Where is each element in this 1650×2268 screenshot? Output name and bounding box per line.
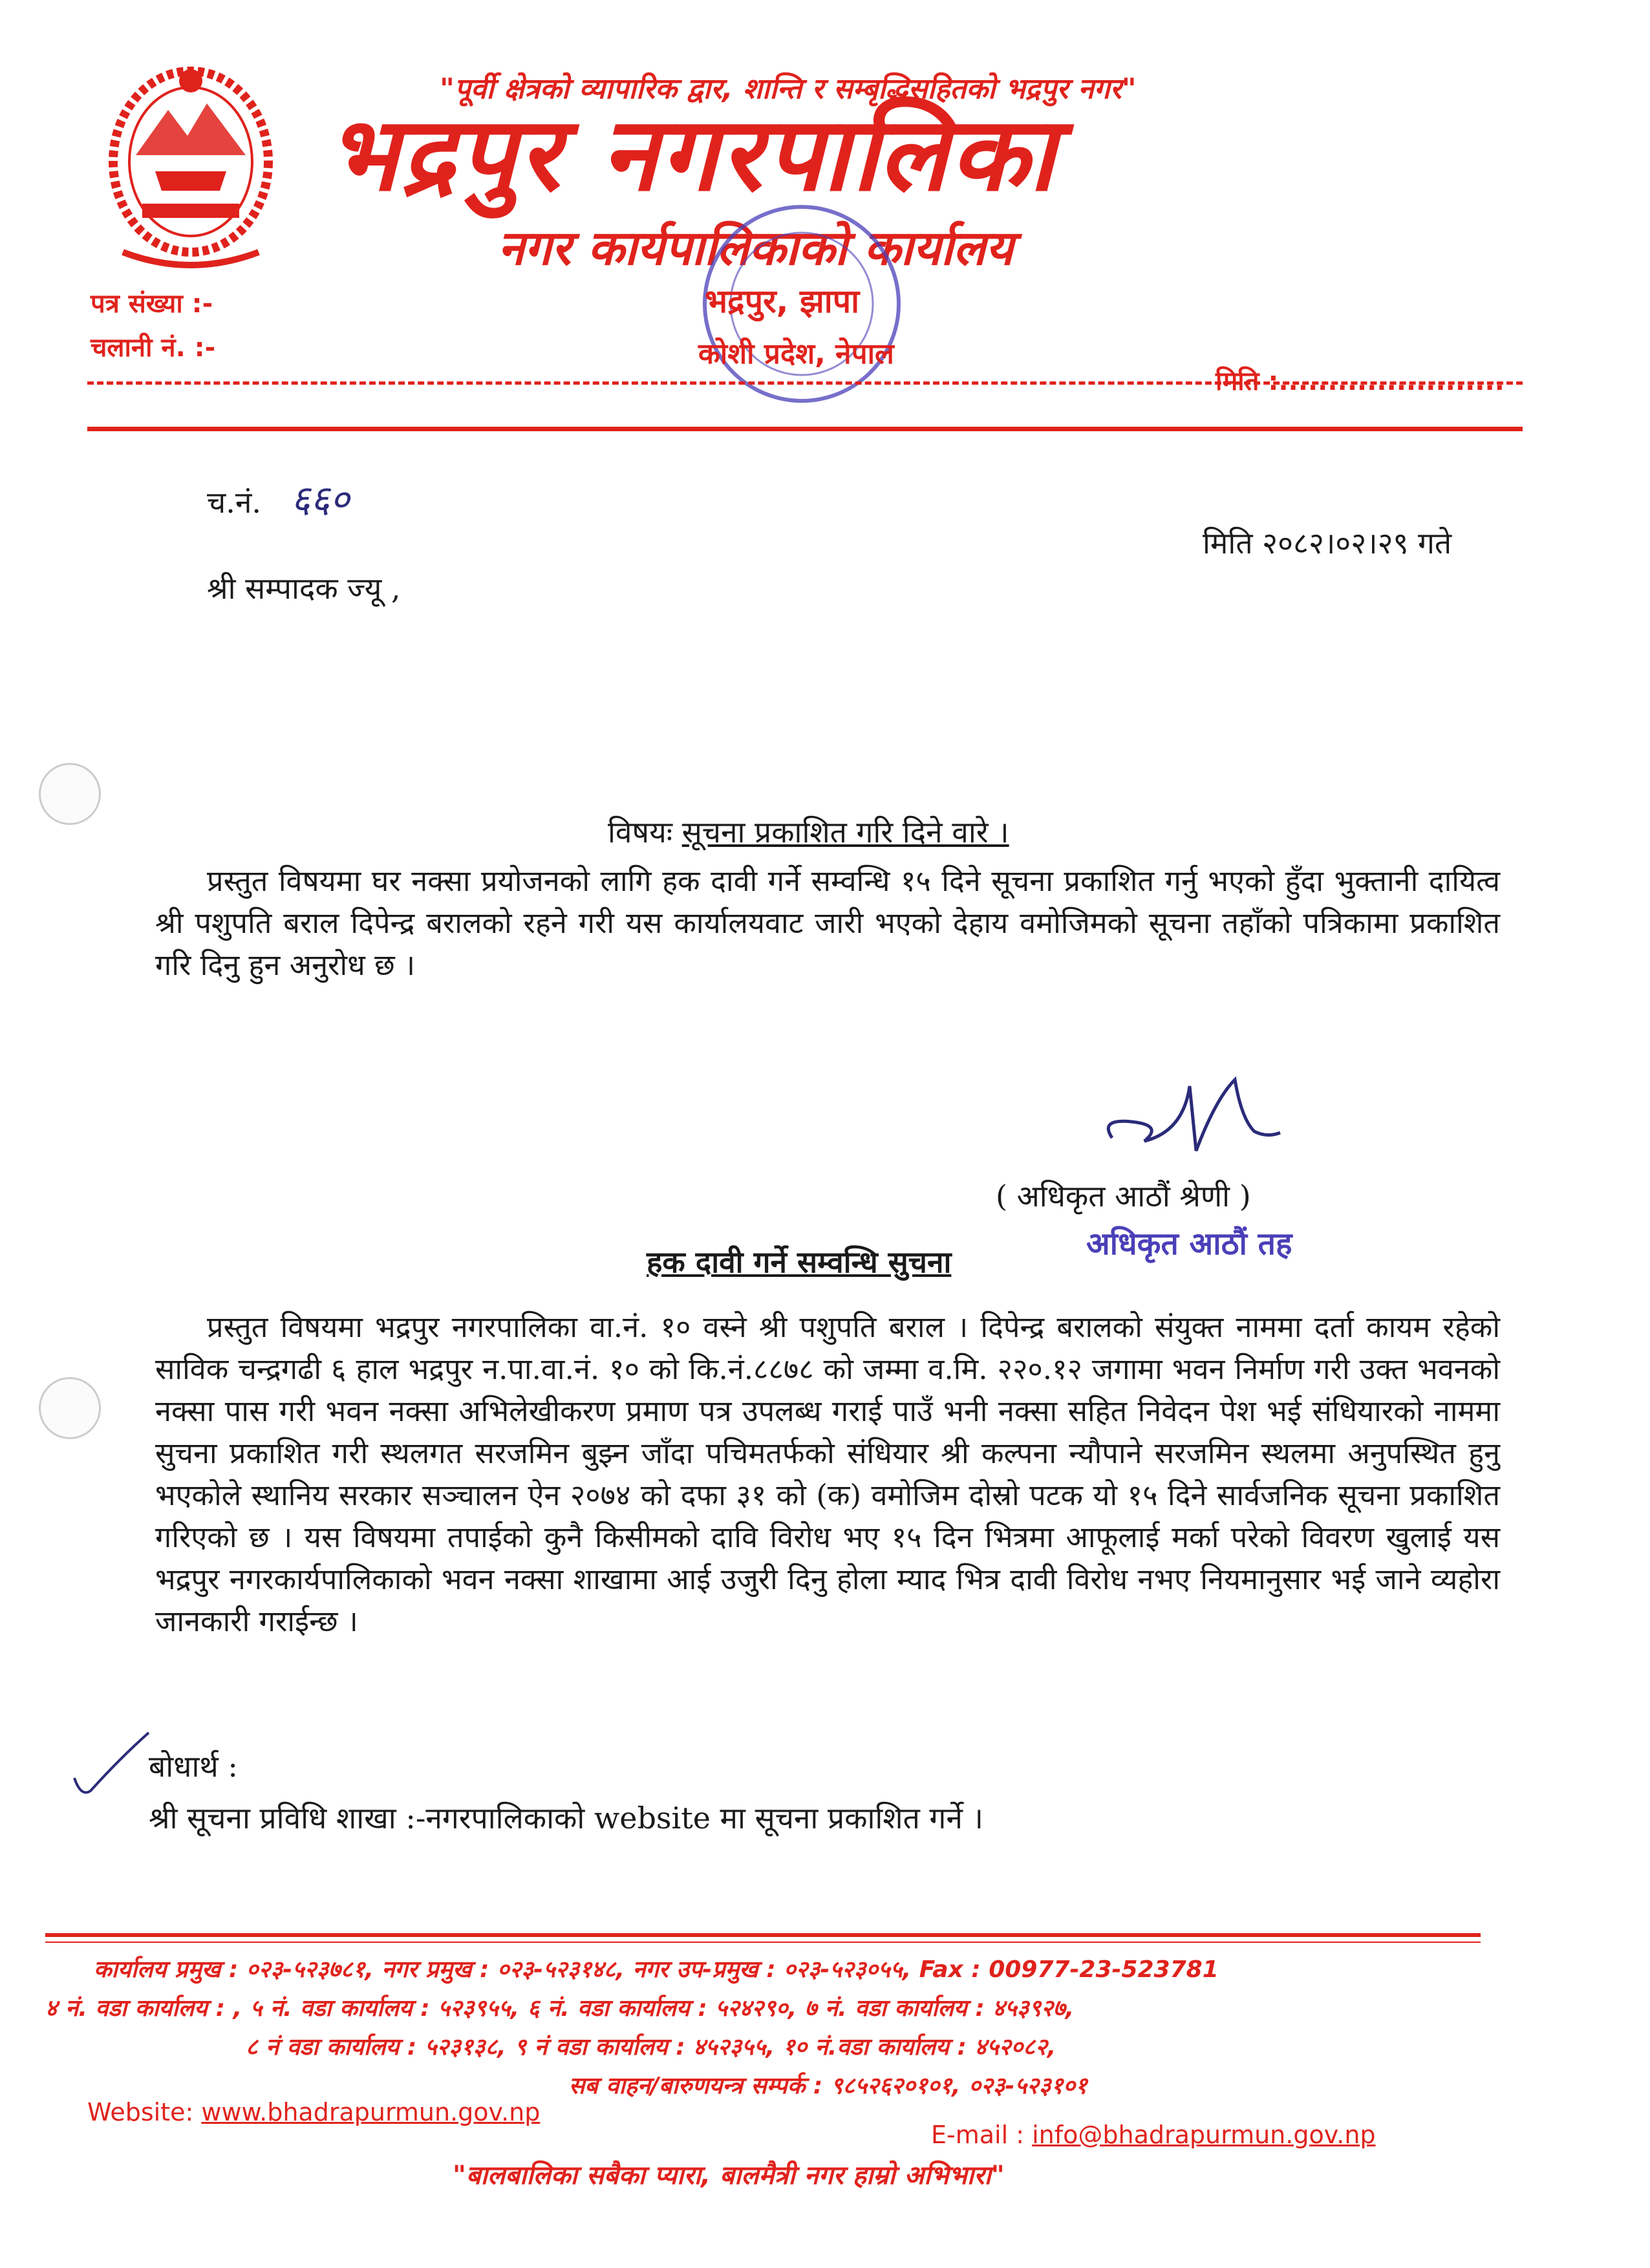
cha-number-handwritten: ६६० [291,477,350,521]
footer-contacts-line1: कार्यालय प्रमुख : ०२३-५२३७८१, नगर प्रमुख : ०२३-५२३१४८, नगर उप-प्रमुख : ०२३-५२३०५५, Fax : 00977-23-523781 [94,1956,1219,1983]
letter-body: प्रस्तुत विषयमा घर नक्सा प्रयोजनको लागि हक दावी गर्ने सम्वन्धि १५ दिने सूचना प्रकाशित गर्नु भएको हुँदा भुक्तानी दायित्व श्री पशुपति बराल दिपेन्द्र बरालको रहने गरी यस कार्यालयवाट जारी भएको देहाय वमोजिमको सूचना तहाँको पत्रिकामा प्रकाशित गरि दिनु हुन अनुरोध छ । [155,864,1500,982]
subject-line [608,811,1009,851]
footer-slogan: "बालबालिका सबैका प्यारा, बालमैत्री नगर हाम्रो अभिभारा" [453,2161,1005,2190]
office-subtitle: नगर कार्यपालिकाको कार्यालय [498,220,1014,276]
chalani-number-label: चलानी नं. :- [91,333,216,363]
notice-heading: हक दावी गर्ने सम्वन्धि सुचना [647,1245,952,1279]
letterhead-motto: "पूर्वी क्षेत्रको व्यापारिक द्वार, शान्ति र सम्बृद्धिसहितको भद्रपुर नगर" [440,72,1137,105]
subject-label: विषयः [608,815,673,850]
email-link[interactable]: info@bhadrapurmun.gov.np [1032,2121,1376,2149]
addressee: श्री सम्पादक ज्यू , [207,571,401,606]
officer-signature [1086,1060,1300,1170]
subject-text: सूचना प्रकाशित गरि दिने वारे । [681,815,1009,850]
office-location-line1: भद्रपुर, झापा [705,283,860,320]
footer-contacts-line3: ८ नं वडा कार्यालय : ५२३१३८, ९ नं वडा कार्यालय : ४५२३५५, १० नं.वडा कार्यालय : ४५२०८२, [246,2034,1056,2060]
letterhead-dashed-rule [87,381,1523,385]
patra-sankhya-label: पत्र संख्या :- [91,289,213,319]
letterhead-date-label: मिति :....................... [1216,367,1505,396]
bodhartha-label: बोधार्थ : [149,1749,238,1784]
footer-website [87,2098,540,2126]
cc-line: श्री सूचना प्रविधि शाखा :-नगरपालिकाको website मा सूचना प्रकाशित गर्ने । [149,1801,983,1835]
footer-rule [45,1933,1481,1937]
officer-rank-stamp: अधिकृत आठौं तह [1086,1226,1292,1262]
cha-number-label: च.नं. [207,485,261,520]
signatory-designation: ( अधिकृत आठौं श्रेणी ) [996,1179,1251,1214]
office-location-line2: कोशी प्रदेश, नेपाल [698,337,894,370]
footer-contacts-line4: सब वाहन/बारुणयन्त्र सम्पर्क : ९८५२६२०१०१, ०२३-५२३१०१ [569,2073,1088,2099]
letter-date: मिति २०८२।०२।२९ गते [1203,526,1452,561]
punch-hole [39,1377,101,1439]
footer-email [931,2121,1376,2149]
notice-body: प्रस्तुत विषयमा भद्रपुर नगरपालिका वा.नं. १० वस्ने श्री पशुपति बराल । दिपेन्द्र बरालको संयुक्त नाममा दर्ता कायम रहेको साविक चन्द्रगढी ६ हाल भद्रपुर न.पा.वा.नं. १० को कि.नं.८८७८ को जम्मा व.मि. २२०.१२ जगामा भवन निर्माण गरी उक्त भवनको नक्सा पास गरी भवन नक्सा अभिलेखीकरण प्रमाण पत्र उपलब्ध गराई पाउँ भनी नक्सा सहित निवेदन पेश भई संधियारको नाममा सुचना प्रकाशित गरी स्थलगत सरजमिन बुझ्न जाँदा पचिमतर्फको संधियार श्री कल्पना न्यौपाने सरजमिन स्थलमा अनुपस्थित हुनु भएकोले स्थानिय सरकार सञ्चालन ऐन २०७४ को दफा ३१ को (क) वमोजिम दोस्रो पटक यो १५ दिने सार्वजनिक सूचना प्रकाशित गरिएको छ । यस विषयमा तपाईको कुनै किसीमको दावि विरोध भए १५ दिन भित्रमा आफूलाई मर्का परेको विवरण खुलाई यस भद्रपुर नगरकार्यपालिकाको भवन नक्सा शाखामा आई उजुरी दिनु होला म्याद भित्र दावी विरोध नभए नियमानुसार भई जाने व्यहोरा जानकारी गराईन्छ । [155,1310,1500,1638]
nepal-emblem-icon [97,58,284,272]
website-label: Website: [87,2098,194,2126]
tick-mark-icon [61,1726,152,1804]
footer-contacts-line2: ४ नं. वडा कार्यालय : , ५ नं. वडा कार्यालय : ५२३९५५, ६ नं. वडा कार्यालय : ५२४२९०, ७ नं. वडा कार्यालय : ४५३९२७, [45,1995,1075,2022]
website-link[interactable]: www.bhadrapurmun.gov.np [201,2098,541,2126]
municipality-title: भद्रपुर नगरपालिका [327,95,1058,214]
email-label: E-mail : [931,2121,1025,2149]
letterhead-solid-rule [87,427,1523,431]
footer-rule-thin [45,1942,1481,1943]
punch-hole [39,763,101,825]
